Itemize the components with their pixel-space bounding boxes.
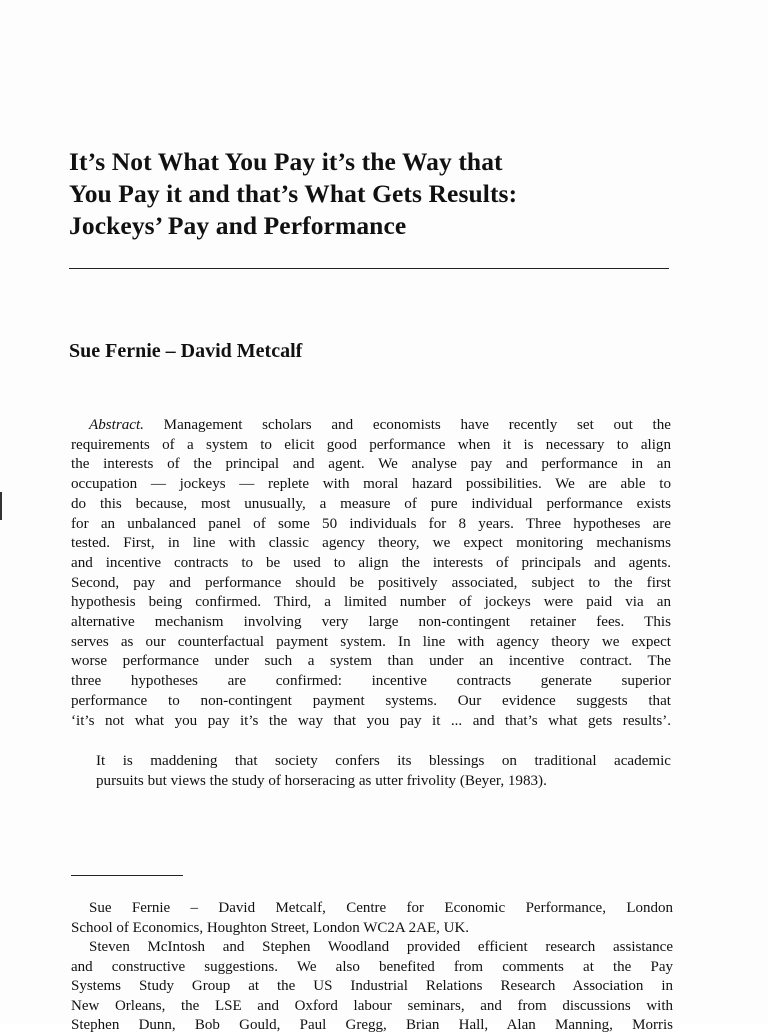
footnote-line: Sue Fernie – David Metcalf, Centre for Economic Performance, London [89, 900, 673, 916]
abstract-line: worse performance under such a system than under an incentive contract. The [71, 653, 671, 670]
abstract-line: performance to non-contingent payment systems. Our evidence suggests that [71, 692, 671, 709]
epigraph-line: pursuits but views the study of horseracing as utter frivolity (Beyer, 1983). [96, 772, 547, 789]
abstract-line: do this because, most unusually, a measure of pure individual performance exists [71, 495, 671, 512]
abstract-line: the interests of the principal and agent. We analyse pay and performance in an [71, 456, 671, 473]
abstract-line-text: Management scholars and economists have recently set out the [143, 417, 671, 433]
epigraph-line: It is maddening that society confers its blessings on traditional academic [96, 753, 671, 769]
abstract-line: tested. First, in line with classic agency theory, we expect monitoring mechanisms [71, 535, 671, 552]
abstract-block [71, 416, 671, 731]
abstract-line: occupation — jockeys — replete with moral hazard possibilities. We are able to [71, 476, 671, 493]
article-title-line: It’s Not What You Pay it’s the Way that [69, 147, 503, 176]
abstract-line [71, 416, 671, 436]
footnote-divider [71, 875, 183, 876]
abstract-line: Second, pay and performance should be positively associated, subject to the first [71, 574, 671, 591]
footnote-line: and constructive suggestions. We also benefited from comments at the Pay [71, 958, 673, 975]
abstract-line: hypothesis being confirmed. Third, a limited number of jockeys were paid via an [71, 594, 671, 611]
abstract-line: for an unbalanced panel of some 50 individuals for 8 years. Three hypotheses are [71, 515, 671, 532]
abstract-line: three hypotheses are confirmed: incentive contracts generate superior [71, 673, 671, 690]
footnote-line: Steven McIntosh and Stephen Woodland provided efficient research assistance [89, 939, 673, 955]
footnote-line: New Orleans, the LSE and Oxford labour seminars, and from discussions with [71, 997, 673, 1014]
abstract-label: Abstract. [89, 417, 144, 433]
abstract-line: and incentive contracts to be used to align the interests of principals and agents. [71, 554, 671, 571]
article-title-line: You Pay it and that’s What Gets Results: [69, 179, 518, 208]
abstract-line: requirements of a system to elicit good performance when it is necessary to align [71, 436, 671, 453]
footnote-line: School of Economics, Houghton Street, London WC2A 2AE, UK. [71, 919, 470, 936]
author-footnote [71, 899, 673, 1036]
author-names: Sue Fernie – David Metcalf [69, 340, 303, 362]
abstract-line: ‘it’s not what you pay it’s the way that you pay it ... and that’s what gets results’. [71, 712, 671, 729]
title-divider [69, 268, 669, 269]
article-title [69, 146, 689, 242]
abstract-line: alternative mechanism involving very large non-contingent retainer fees. This [71, 614, 671, 631]
abstract-line: serves as our counterfactual payment system. In line with agency theory we expect [71, 633, 671, 650]
article-title-line: Jockeys’ Pay and Performance [69, 211, 407, 240]
epigraph-quote [96, 752, 671, 792]
scan-edge-mark [0, 492, 2, 520]
footnote-line: Stephen Dunn, Bob Gould, Paul Gregg, Brian Hall, Alan Manning, Morris [71, 1017, 673, 1033]
footnote-line: Systems Study Group at the US Industrial Relations Research Association in [71, 978, 673, 994]
